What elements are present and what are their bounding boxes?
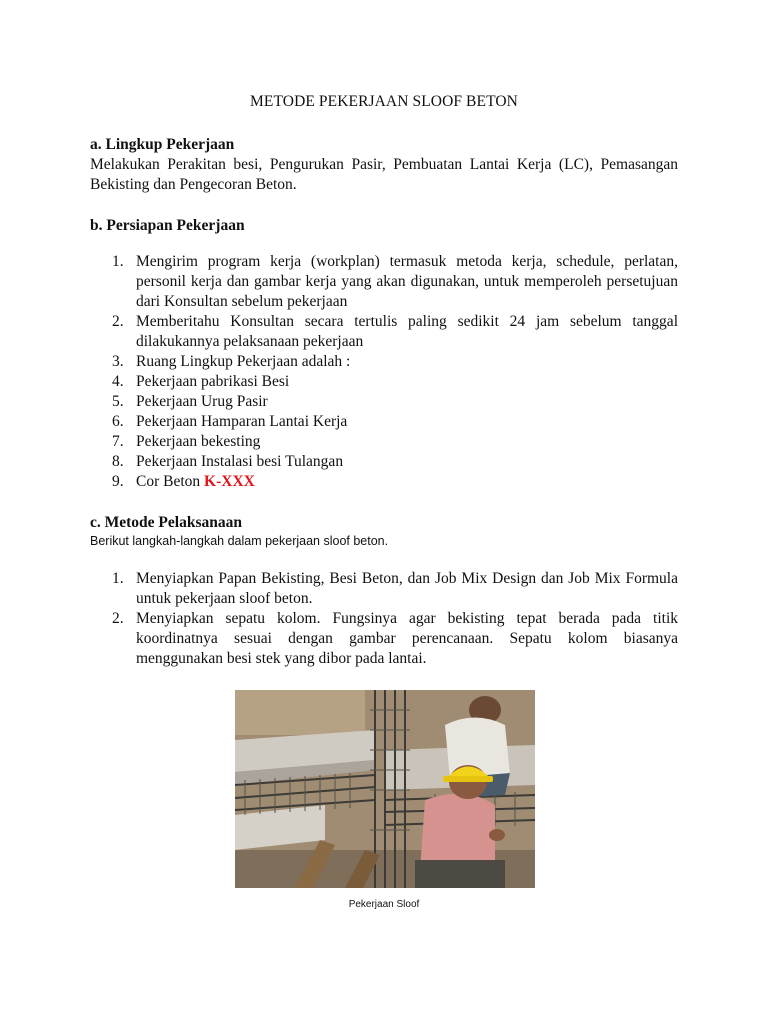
sloof-construction-photo <box>235 690 535 888</box>
section-c-intro: Berikut langkah-langkah dalam pekerjaan sloof beton. <box>90 534 389 548</box>
list-item <box>90 472 678 492</box>
document-title: METODE PEKERJAAN SLOOF BETON <box>250 93 518 110</box>
list-item <box>90 569 678 609</box>
list-number: 1. <box>112 253 124 270</box>
list-number: 2. <box>112 313 124 330</box>
list-number: 6. <box>112 413 124 430</box>
list-text: Pekerjaan Hamparan Lantai Kerja <box>136 413 348 430</box>
list-text: Menyiapkan Papan Bekisting, Besi Beton, dan Job Mix Design dan Job Mix Formula untuk pekerjaan sloof beton. <box>136 570 678 607</box>
list-item <box>90 252 678 312</box>
section-a-heading: a. Lingkup Pekerjaan <box>90 136 235 153</box>
section-b-heading: b. Persiapan Pekerjaan <box>90 217 245 234</box>
section-c-heading: c. Metode Pelaksanaan <box>90 514 242 531</box>
list-item <box>90 312 678 352</box>
list-text: Pekerjaan bekesting <box>136 433 261 450</box>
list-item <box>90 609 678 669</box>
section-c-list <box>90 569 678 669</box>
section-c <box>90 513 678 549</box>
list-text: Memberitahu Konsultan secara tertulis paling sedikit 24 jam sebelum tanggal dilakukannya pelaksanaan pekerjaan <box>136 313 678 350</box>
list-text: Menyiapkan sepatu kolom. Fungsinya agar bekisting tepat berada pada titik koordinatnya sesuai dengan gambar perencanaan. Sepatu kolom biasanya menggunakan besi stek yang dibor pada lantai. <box>136 610 678 667</box>
section-a <box>90 135 678 195</box>
list-number: 2. <box>112 610 124 627</box>
list-number: 9. <box>112 473 124 490</box>
list-text: Pekerjaan Urug Pasir <box>136 393 268 410</box>
list-item <box>90 392 678 412</box>
figure-caption: Pekerjaan Sloof <box>348 899 420 910</box>
section-a-text: Melakukan Perakitan besi, Pengurukan Pasir, Pembuatan Lantai Kerja (LC), Pemasangan Bekisting dan Pengecoran Beton. <box>90 156 678 193</box>
list-text: Pekerjaan Instalasi besi Tulangan <box>136 453 344 470</box>
list-text: Mengirim program kerja (workplan) termasuk metoda kerja, schedule, perlatan, personil kerja dan gambar kerja yang akan digunakan, untuk memperoleh persetujuan dari Konsultan sebelum pekerjaan <box>136 253 678 310</box>
list-text: Cor Beton <box>136 473 205 490</box>
photo-illustration <box>235 690 535 888</box>
section-b-list <box>90 252 678 492</box>
list-text: Pekerjaan pabrikasi Besi <box>136 373 290 390</box>
list-number: 3. <box>112 353 124 370</box>
list-item <box>90 352 678 372</box>
list-text: Ruang Lingkup Pekerjaan adalah : <box>136 353 351 370</box>
section-c-list-wrapper <box>90 569 678 669</box>
list-number: 4. <box>112 373 124 390</box>
grade-highlight: K-XXX <box>204 473 255 490</box>
list-item <box>90 372 678 392</box>
list-item <box>90 412 678 432</box>
section-b-list-wrapper <box>90 252 678 492</box>
list-number: 5. <box>112 393 124 410</box>
section-b <box>90 216 678 236</box>
list-item <box>90 432 678 452</box>
list-number: 1. <box>112 570 124 587</box>
list-number: 8. <box>112 453 124 470</box>
list-number: 7. <box>112 433 124 450</box>
list-item <box>90 452 678 472</box>
